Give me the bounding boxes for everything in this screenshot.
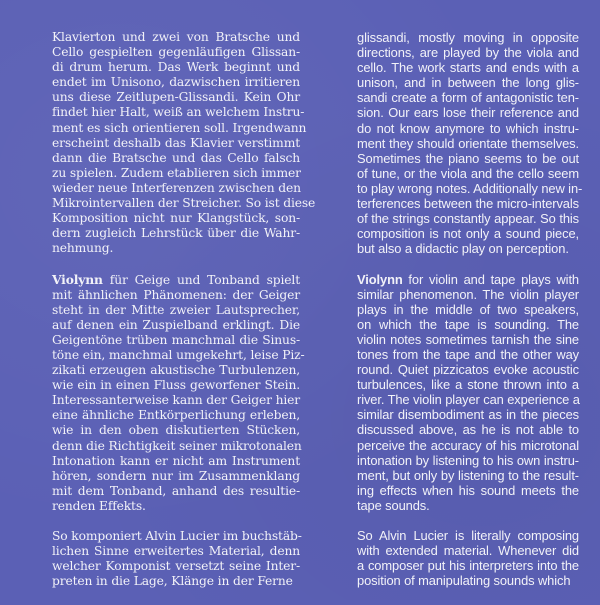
text-line (52, 272, 300, 288)
text-line: sandi create a form of antagonistic ten- (357, 90, 579, 106)
text-line: cello. The work starts and ends with a (357, 60, 579, 76)
text-line: perceive the accuracy of his microtonal (357, 437, 579, 453)
text-line: auf denen ein Zuspielband erklingt. Die (52, 317, 300, 332)
english-paragraph-1 (357, 30, 583, 257)
text-line: findet hier Halt, weiß an welchem Instru- (52, 105, 305, 120)
text-line: endet im Unisono, dazwischen irritieren (52, 75, 300, 90)
english-paragraph-2 (357, 272, 579, 514)
text-line: unison, and in between the long glis- (357, 75, 579, 91)
english-paragraph-3 (357, 528, 579, 588)
text-line (357, 272, 579, 287)
work-title-violynn: Violynn (357, 271, 403, 287)
text-line: of tune, or the viola and the cello seem (357, 165, 579, 181)
text-line: So Alvin Lucier is literally composing (357, 528, 579, 544)
text-line: a composer put his interpreters into the (357, 558, 579, 574)
text-line: sion. Our ears lose their reference and (357, 105, 579, 121)
text-line: ing effects when his sound meets the (357, 482, 579, 498)
text-line: wie ein in einen Fluss geworfener Stein. (52, 378, 300, 393)
text-line: wie in den oben diskutierten Stücken, (52, 423, 300, 438)
text-line: of the strings constantly appear. So this (357, 211, 579, 227)
german-paragraph-1 (52, 30, 316, 256)
german-text-column (52, 30, 316, 605)
text-line: intonation by listening to his own instru- (357, 452, 579, 468)
text-line: ment they should orientate themselves. (357, 135, 579, 151)
text-line: hören, sondern nur im Zusammenklang (52, 468, 300, 483)
text-line: Interessanterweise kann der Geiger hier (52, 393, 300, 408)
text-line: Komposition nicht nur Klangstück, son- (52, 211, 300, 226)
text-line: denn die Richtigkeit seiner mikrotonalen (52, 438, 302, 453)
text-line: wieder neue Interferenzen zwischen den (52, 180, 301, 195)
text-line: mit ähnlichen Phänomenen: der Geiger (52, 287, 300, 302)
text-line: to play wrong notes. Additionally new in- (357, 180, 583, 196)
text-line: töne ein, manchmal umgekehrt, leise Piz- (52, 347, 305, 362)
text-line: turbulences, like a stone thrown into a (357, 377, 579, 393)
text-line: eine ähnliche Entkörperlichung erleben, (52, 408, 300, 423)
text-line: uns diese Zeitlupen-Glissandi. Kein Ohr (52, 90, 300, 105)
text-line: glissandi, mostly moving in opposite (357, 30, 579, 45)
text-line: directions, are played by the viola and (357, 45, 579, 61)
text-line: ment es sich orientieren soll. Irgendwann (52, 120, 307, 135)
text-line: plays in the middle of two speakers, (357, 301, 579, 317)
text-line: dern zugleich Lehrstück über die Wahr- (52, 226, 300, 241)
text-line: mit dem Tonband, anhand des resultie- (52, 483, 300, 498)
text-line: position of manipulating sounds which (357, 573, 571, 589)
text-line: river. The violin player can experience a (357, 392, 580, 408)
text-line: erscheint deshalb das Klavier verstimmt (52, 135, 300, 150)
text-line: on which the tape is sounding. The (357, 316, 579, 332)
text-line: Mikrointervallen der Streicher. So ist diese (52, 196, 316, 211)
text-line: welcher Komponist versetzt seine Inter- (52, 559, 300, 574)
german-paragraph-2 (52, 271, 305, 515)
work-title-violynn: Violynn (52, 271, 103, 287)
text-line: round. Quiet pizzicatos evoke acoustic (357, 362, 579, 378)
text-line: zikati erzeugen akustische Turbulenzen, (52, 363, 300, 378)
text-line: So komponiert Alvin Lucier im buchstäb- (52, 529, 302, 544)
text-line: preten in die Lage, Klänge in der Ferne (52, 574, 293, 589)
text-line: nehmung. (52, 241, 114, 256)
text-line: but also a didactic play on perception. (357, 241, 569, 257)
text-line: Intonation kann er nicht am Instrument (52, 453, 300, 468)
text-line: Klavierton und zwei von Bratsche und (52, 30, 300, 44)
text-line: Cello gespielten gegenläufigen Glissan- (52, 45, 300, 60)
german-paragraph-3 (52, 529, 300, 589)
text-line: composition is not only a sound piece, (357, 226, 579, 242)
text-line: steht in der Mitte zweier Lautsprecher, (52, 302, 300, 317)
text-line: terferences between the micro-intervals (357, 196, 579, 212)
text-line: violin notes sometimes tarnish the sine (357, 331, 579, 347)
text-line: Geigentöne trüben manchmal die Sinus- (52, 332, 300, 347)
text-line: tape sounds. (357, 497, 430, 513)
text-line: with extended material. Whenever did (357, 543, 579, 559)
text-line: renden Effekts. (52, 498, 146, 513)
text-line: lichen Sinne erweitertes Material, denn (52, 544, 300, 559)
text-line: tones from the tape and the other way (357, 346, 579, 362)
text-line-rest: für Geige und Tonband spielt (102, 272, 300, 287)
text-line: zu spielen. Zudem etablieren sich immer (52, 165, 301, 180)
text-line-rest: for violin and tape plays with (402, 271, 579, 287)
text-line: discussed above, as he is not able to (357, 422, 579, 438)
english-text-column (357, 30, 583, 604)
text-line: Sometimes the piano seems to be out (357, 150, 579, 166)
text-line: di drum herum. Das Werk beginnt und (52, 60, 300, 75)
text-line: similar phenomenon. The violin player (357, 286, 579, 302)
text-line: ment, but only by listening to the result- (357, 467, 579, 483)
text-line: dann die Bratsche und das Cello falsch (52, 150, 300, 165)
text-line: similar disembodiment as in the pieces (357, 407, 579, 423)
text-line: do not know anymore to which instru- (357, 120, 579, 136)
